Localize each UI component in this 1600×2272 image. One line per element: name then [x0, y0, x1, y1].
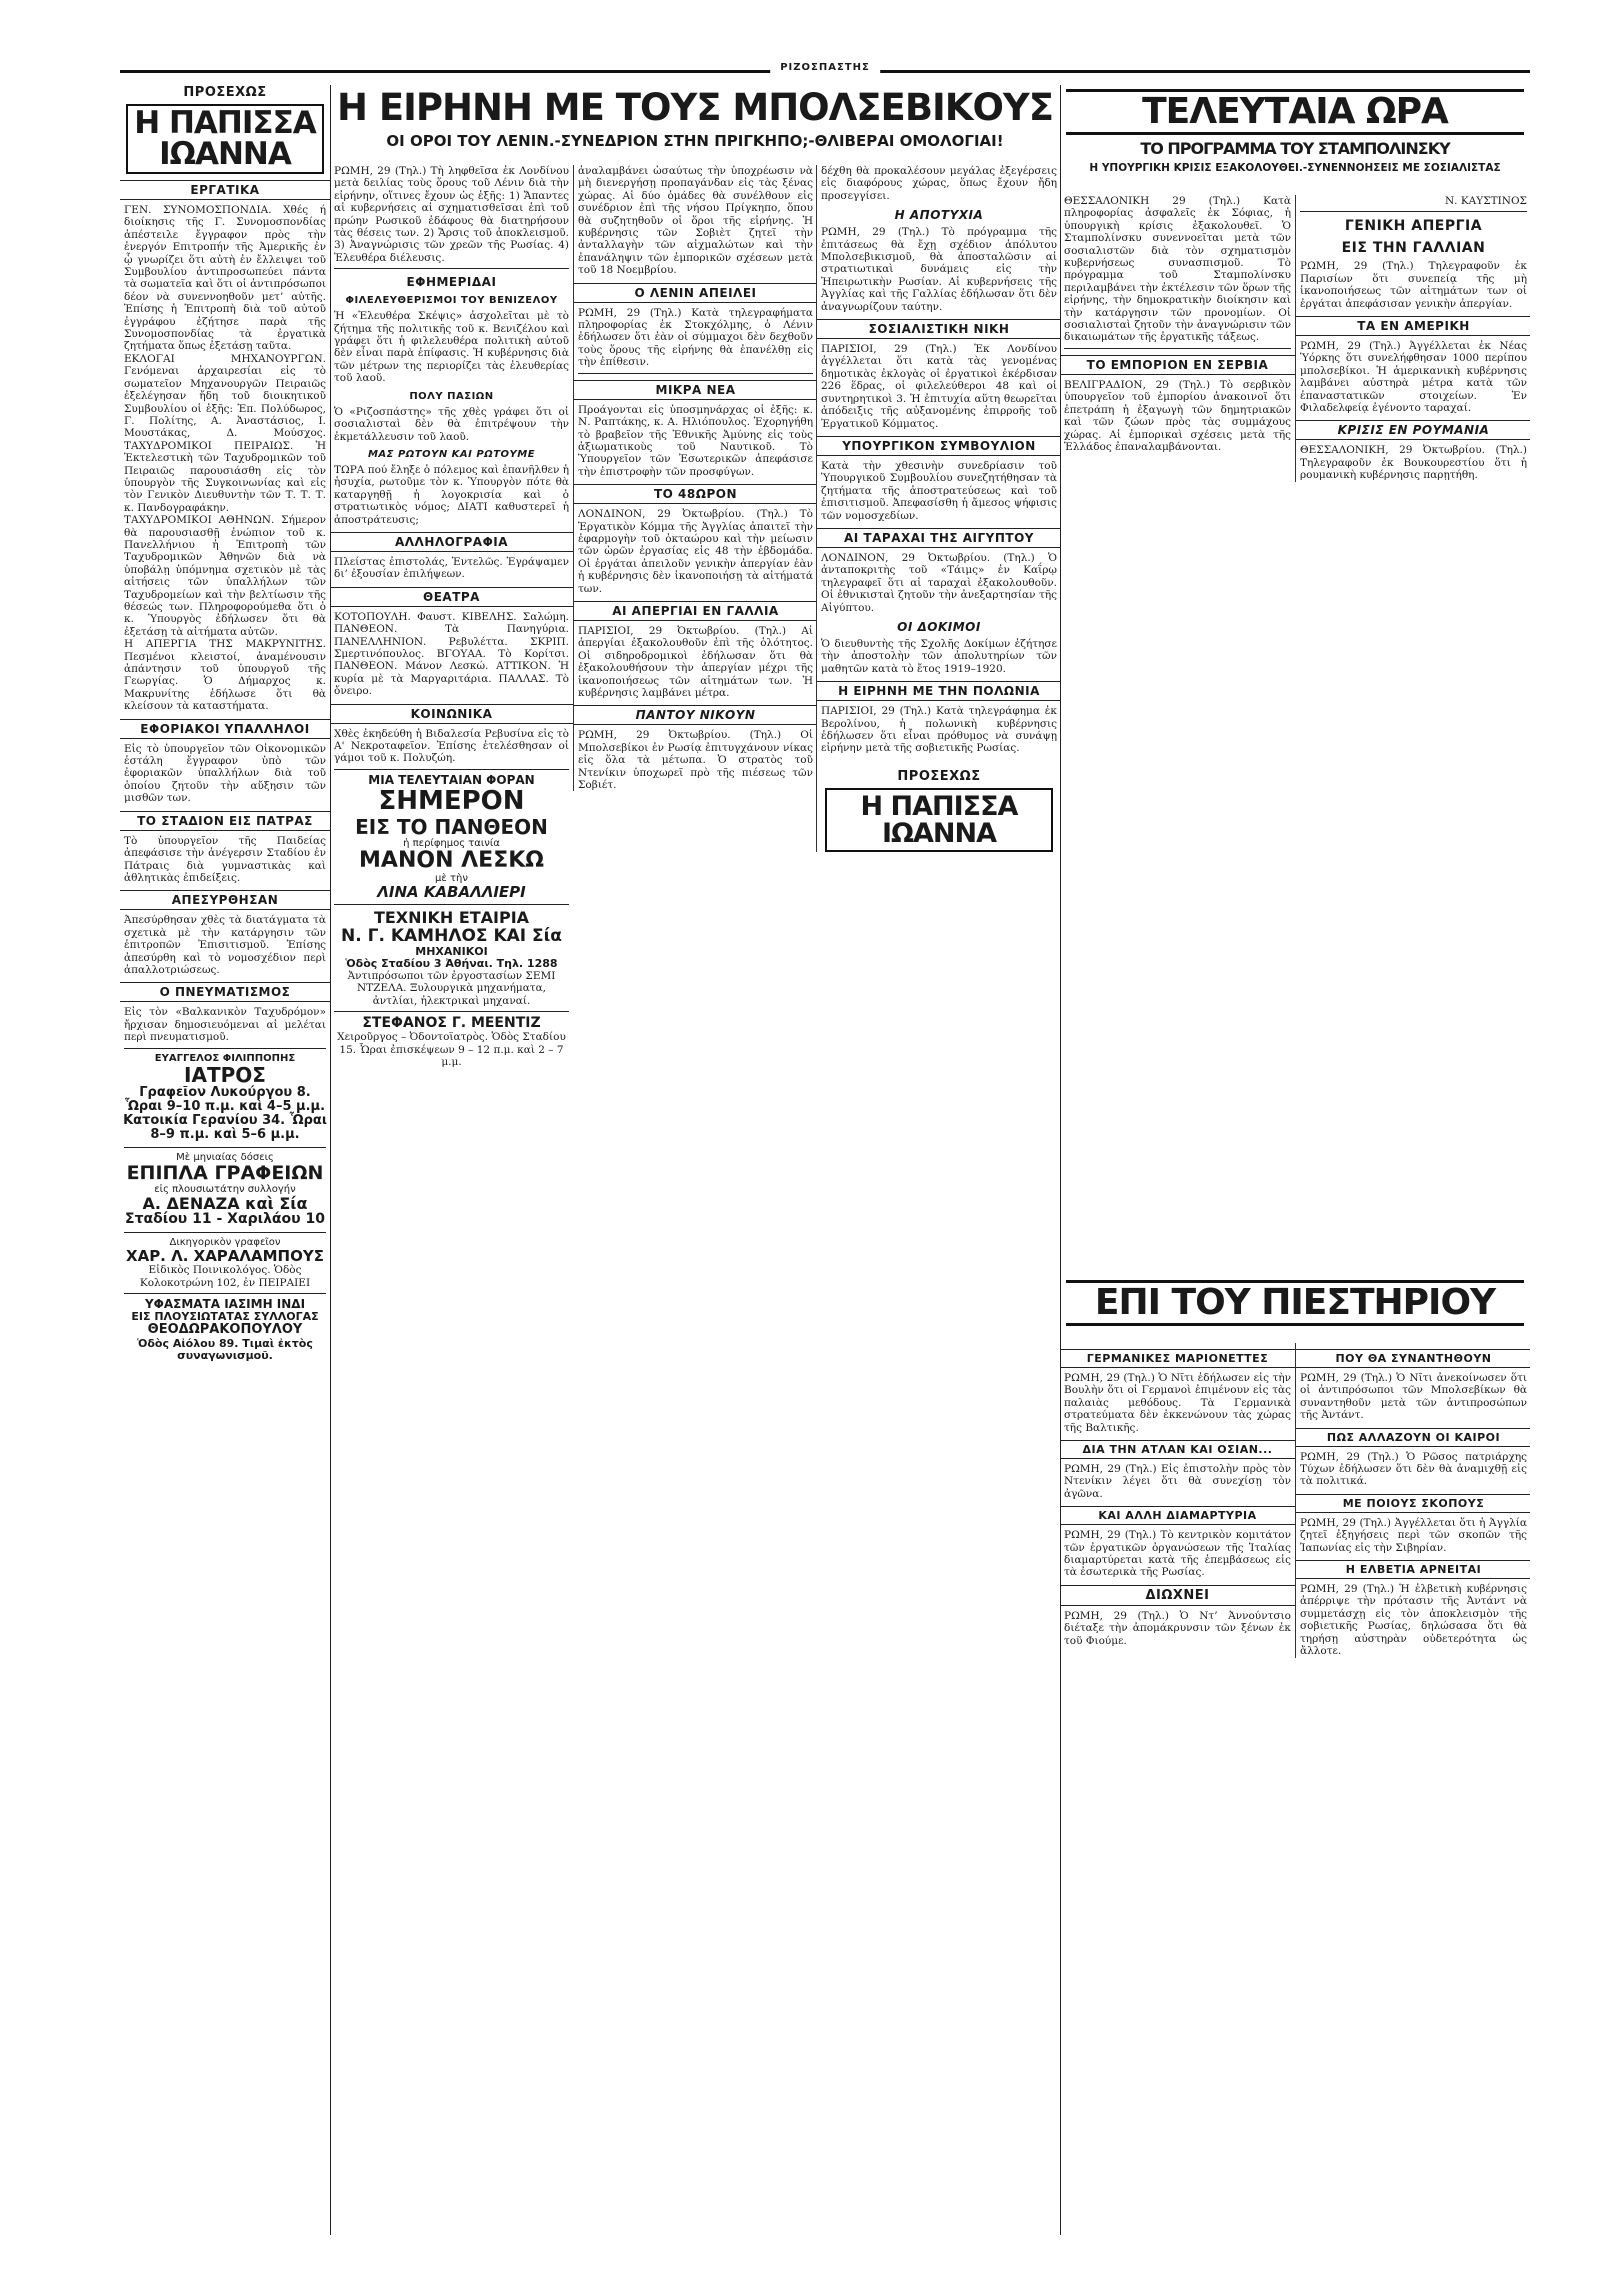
divider — [334, 769, 569, 770]
masthead — [120, 62, 1530, 74]
article-text: ΒΕΛΙΓΡΑΔΙΟΝ, 29 (Τηλ.) Τὸ σερβικὸν ὑπουργεῖον τοῦ ἐμπορίου ἀνακοινοῖ ὅτι ἐπετράπη ἡ ἐξαγωγὴ τῶν δημητριακῶν καὶ τῶν ζώων πρὸς τὰς συμμάχους χώρας. Αἱ ἐμπορικαὶ σχέσεις μετὰ τῆς Ἑλλάδος ἐπαναλαμβάνονται. — [1064, 378, 1291, 453]
section-heading: Ο ΛΕΝΙΝ ΑΠΕΙΛΕΙ — [574, 283, 817, 303]
article-text: ΡΩΜΗ, 29 (Τηλ.) Εἰς ἐπιστολὴν πρὸς τὸν Ντενίκιν λέγει ὅτι θὰ συνεχίσῃ τὸν ἀγῶνα. — [1064, 1463, 1291, 1500]
ad-dentist-name: ΣΤΕΦΑΝΟΣ Γ. ΜΕΕΝΤΙΖ — [362, 1014, 541, 1031]
ad-lawyer-text: Εἰδικὸς Ποινικολόγος. Ὁδὸς Κολοκοτρώνη 102, ἐν ΠΕΙΡΑΙΕΙ — [139, 1264, 311, 1289]
divider — [334, 268, 569, 269]
main-subcolumn-1 — [330, 165, 573, 1069]
main-subcolumn-3 — [816, 165, 1060, 852]
section-heading: ΦΙΛΕΛΕΥΘΕΡΙΣΜΟΙ ΤΟΥ ΒΕΝΙΖΕΛΟΥ — [345, 295, 558, 307]
section-heading: ΓΕΡΜΑΝΙΚΕΣ ΜΑΡΙΟΝΕΤΤΕΣ — [1060, 1349, 1295, 1368]
left-column — [120, 85, 330, 2235]
ad-cinema-with: μὲ τὴν — [435, 872, 468, 884]
article-text: Η ΑΠΕΡΓΙΑ ΤΗΣ ΜΑΚΡΥΝΙΤΗΣ. Πεσμένοι κλειστοί, ἀναμένουσιν ἀπάντησιν τοῦ ὑπουργοῦ τῆς Γεωργίας. Ὁ Δήμαρχος κ. Μακρυνίτης ἐδήλωσε ὅτι θὰ κλείσουν τὰ καταστήματα. — [124, 638, 326, 713]
ad-offices-firm: Α. ΔΕΝΑΖΑ καὶ Σία — [142, 1193, 308, 1213]
right-subcolumn-2 — [1295, 195, 1530, 482]
divider — [124, 1048, 326, 1049]
divider — [1300, 211, 1527, 212]
article-text: Εἰς τὸν «Βαλκανικὸν Ταχυδρόμον» ἤρχισαν δημοσιευόμεναι αἱ μελέται περὶ πνευματισμοῦ. — [124, 1006, 326, 1044]
article-text: ΡΩΜΗ, 29 (Τηλ.) Ἡ ἐλβετικὴ κυβέρνησις ἀπέρριψε τὴν πρότασιν τῆς Ἀντάντ νὰ συμμετάσχῃ εἰς τὸν ἀποκλεισμὸν τῆς σοβιετικῆς Ρωσίας, δηλώσασα ὅτι θὰ τηρήσῃ αὐστηρὰν οὐδετερότητα ὡς ἄλλοτε. — [1300, 1583, 1527, 1658]
ad-bottom-box — [825, 788, 1053, 852]
masthead-title: ΡΙΖΟΣΠΑΣΤΗΣ — [770, 62, 880, 73]
ad-fabrics-address: Ὁδὸς Αἰόλου 89. Τιμαὶ ἐκτὸς συναγωνισμοῦ. — [137, 1336, 313, 1362]
ad-offices-intro: Μὲ μηνιαίας δόσεις — [176, 1151, 274, 1163]
divider — [578, 373, 813, 374]
divider — [334, 904, 569, 905]
article-text: ΡΩΜΗ, 29 (Τηλ.) Ὁ Ρῶσος πατριάρχης Τύχων ἐδήλωσεν ὅτι δὲν θὰ ἀναμιχθῇ εἰς τὰ πολιτικά. — [1300, 1450, 1527, 1488]
press-subcolumn-2 — [1295, 1343, 1530, 1658]
section-heading: ΟΙ ΔΟΚΙΜΟΙ — [897, 619, 981, 634]
article-text: ΠΑΡΙΣΙΟΙ, 29 Ὀκτωβρίου. (Τηλ.) Αἱ ἀπεργίαι ἐξακολουθοῦν ἐπὶ τῆς ὁλότητος. Οἱ σιδηροδρομικοὶ ἐδήλωσαν ὅτι θὰ ἐξακολουθήσουν τὴν ἀπεργίαν μέχρι τῆς ἱκανοποιήσεως τῶν αἰτημάτων των. Ἡ κυβέρνησις λαμβάνει μέτρα. — [578, 624, 813, 699]
article-text: Τὸ ὑπουργεῖον τῆς Παιδείας ἀπεφάσισε τὴν ἀνέγερσιν Σταδίου ἐν Πάτραις διὰ γυμναστικὰς καὶ ἀθλητικὰς ἐπιδείξεις. — [124, 834, 326, 884]
article-text: ΡΩΜΗ, 29 (Τηλ.) Ὁ Ντ’ Ἀννούντσιο διέταξε τὴν ἀπομάκρυνσιν τῶν ξένων ἐκ τοῦ Φιούμε. — [1064, 1609, 1291, 1647]
section-heading: ΑΛΛΗΛΟΓΡΑΦΙΑ — [330, 532, 573, 552]
divider — [334, 1011, 569, 1012]
ad-tech-text: Ἀντιπρόσωποι τῶν ἐργοστασίων ΣΕΜΙ ΝΤΖΕΛΑ. Ξυλουργικὰ μηχανήματα, ἀντλίαι, ἠλεκτρικαὶ μηχαναί. — [347, 969, 556, 1007]
ad-dentist-text: Χειροῦργος – Ὀδοντοϊατρὸς. Ὁδὸς Σταδίου 15. Ὧραι ἐπισκέψεων 9 – 12 π.μ. καὶ 2 – 7 μ.μ. — [337, 1031, 566, 1069]
right-headline: ΤΕΛΕΥΤΑΙΑ ΩΡΑ — [1142, 91, 1448, 132]
divider — [124, 1293, 326, 1294]
section-heading: ΚΑΙ ΑΛΛΗ ΔΙΑΜΑΡΤΥΡΙΑ — [1060, 1506, 1295, 1525]
article-text: ΓΕΝ. ΣΥΝΟΜΟΣΠΟΝΔΙΑ. Χθές ή διοίκησις τῆς Γ. Συνομοσπονδίας ἀπέστειλε ἔγγραφον πρὸς τὴν ἐνεργόν Επιτροπήν τῆς Ἀμερικῆς ἐν ᾧ γνωρίζει ὅτι αὐτὴ ἐν ἔλλειψει τοῦ Συμβουλίου ἀντιπροσωπεύει πάντα τὰ σωματεῖα καὶ ὅτι οἱ ἀντιπρόσωποι δέον νὰ συνεννοηθοῦν μετ’ αὐτῆς. Ἐπίσης ἡ Ἐπιτροπὴ διὰ τοῦ αὐτοῦ ἐγγράφου ἐζήτησε παρὰ τῆς Συνομοσπονδίας τὰ ἐργατικὰ ζητήματα ὅπως ἐξετάσῃ ταῦτα. — [124, 204, 327, 353]
section-heading: ΜΕ ΠΟΙΟΥΣ ΣΚΟΠΟΥΣ — [1296, 1494, 1530, 1513]
press-subcolumn-1 — [1060, 1343, 1295, 1647]
ad-cinema-venue — [330, 816, 573, 838]
article-text: Ὁ διευθυντὴς τῆς Σχολῆς Δοκίμων ἐζήτησε τὴν ἀποστολὴν τῶν ἀπολυτηρίων τῶν μαθητῶν κατὰ τὸ ἔτος 1919–1920. — [821, 637, 1057, 675]
article-text: Κατὰ τὴν χθεσινὴν συνεδρίασιν τοῦ Ὑπουργικοῦ Συμβουλίου συνεζητήθησαν τὰ ζητήματα τῆς ἀποστρατεύσεως καὶ τοῦ ἐπισιτισμοῦ. Ἀπεφασίσθη ἡ ἄμεσος ψήφισις τῶν νομοσχεδίων. — [821, 459, 1057, 522]
press-headline-box — [1066, 1280, 1524, 1326]
article-text: ΕΚΛΟΓΑΙ ΜΗΧΑΝΟΥΡΓΩΝ. Γενόμεναι ἀρχαιρεσίαι εἰς τὸ σωματεῖον Μηχανουργῶν Πειραιῶς ἐξελέγησαν ἤδη τοῦ διοικητικοῦ Συμβουλίου οἱ ἑξῆς: Ἐπ. Πολύδωρος, Γ. Πολίτης, Α. Ἀναστάσιος, Ι. Μουστάκας, Δ. Μούσχος. ΤΑΧΥΔΡΟΜΙΚΟΙ ΠΕΙΡΑΙΩΣ. Ἡ Ἐκτελεστικὴ τῶν Ταχυδρομικῶν τοῦ Πειραιῶς παρουσιάσθη εἰς τὸν ὑπουργὸν τῆς Συγκοινωνίας καὶ εἰς τὸν Γενικὸν Διευθυντὴν τῶν Τ. Τ. Τ. κ. Πανδογραφάκην. — [124, 352, 326, 514]
section-heading: ΘΕΑΤΡΑ — [330, 587, 573, 607]
article-text: ΛΟΝΔΙΝΟΝ, 29 Ὀκτωβρίου. (Τηλ.) Τὸ Ἐργατικὸν Κόμμα τῆς Ἀγγλίας ἀπαιτεῖ τὴν ἐφαρμογὴν τοῦ ὀκταώρου καὶ τὴν μείωσιν τῶν ὡρῶν ἐργασίας εἰς 48 τὴν ἑβδομάδα. Οἱ ἐργάται ἀπειλοῦν γενικὴν ἀπεργίαν ἐὰν ἡ κυβέρνησις δὲν ἱκανοποιήσῃ τὰ αἰτήματά των. — [578, 508, 813, 595]
article-text: ΡΩΜΗ, 29 (Τηλ.) Ὁ Νῖτι ἀνεκοίνωσεν ὅτι οἱ ἀντιπρόσωποι τῶν Μπολσεβίκων θὰ συναντηθοῦν μετὰ τῶν ἀντιπροσώπων τῆς Ἀντάντ. — [1300, 1372, 1527, 1422]
section-heading: ΕΦΟΡΙΑΚΟΙ ΥΠΑΛΛΗΛΟΙ — [120, 719, 330, 739]
section-heading: ΤΑ ΕΝ ΑΜΕΡΙΚΗ — [1296, 316, 1530, 336]
article-text: ΡΩΜΗ, 29 (Τηλ.) Ὁ Νῖτι ἐδήλωσεν εἰς τὴν Βουλὴν ὅτι οἱ Γερμανοὶ ἐπιμένουν εἰς τὰς παλαιὰς μεθόδους. Τὰ Γερμανικὰ στρατεύματα δὲν ἐκκενώνουν τὰς χώρας τῆς Βαλτικῆς. — [1064, 1372, 1291, 1434]
article-text: ΡΩΜΗ, 29 (Τηλ.) Κατὰ τηλεγραφήματα πληροφορίας ἐκ Στοκχόλμης, ὁ Λένιν ἐδήλωσεν ὅτι ἐὰν οἱ σύμμαχοι δὲν δεχθοῦν τοὺς ὅρους τῆς εἰρήνης θὰ ἐπανέλθῃ εἰς τὴν ἐπίθεσιν. — [578, 306, 813, 369]
article-text: ΚΟΤΟΠΟΥΛΗ. Φαυστ. ΚΙΒΕΛΗΣ. Σαλώμη. ΠΑΝΘΕΟΝ. Τὰ Πανηγύρια. ΠΑΝΕΛΛΗΝΙΟΝ. Ρεβυλέττα. ΣΚΡΙΠ. Σμερτινόπουλος. ΒΓΟΥΑΑ. Τὸ Κορίτσι. ΠΑΝΘΕΟΝ. Μάνον Λεσκώ. ΑΤΤΙΚΟΝ. Ἡ κυρία μὲ τὰ Μαργαριτάρια. ΠΑΛΛΑΣ. Τὸ ὄνειρο. — [334, 610, 569, 698]
ad-cinema-star: ΛΙΝΑ ΚΑΒΑΛΛΙΕΡΙ — [377, 882, 526, 901]
ad-cinema-today: ΣΗΜΕΡΟΝ — [378, 786, 525, 816]
divider — [1064, 348, 1291, 349]
section-heading: Η ΑΠΟΤΥΧΙΑ — [894, 208, 984, 223]
article-text: ΛΟΝΔΙΝΟΝ, 29 Ὀκτωβρίου. (Τηλ.) Ὁ ἀνταποκριτὴς τοῦ «Τάιμς» ἐν Καΐρῳ τηλεγραφεῖ ὅτι αἱ ταραχαὶ ἐξακολουθοῦν. Οἱ ἐθνικισταὶ ζητοῦν τὴν ἀνεξαρτησίαν τῆς Αἰγύπτου. — [821, 551, 1057, 614]
section-heading: ΠΑΝΤΟΥ ΝΙΚΟΥΝ — [574, 705, 817, 725]
ad-tech-address: Ὁδὸς Σταδίου 3 Ἀθήναι. Τηλ. 1288 — [345, 956, 558, 970]
divider — [124, 1232, 326, 1233]
article-text: ΤΩΡΑ πού ἔληξε ὁ πόλεμος καὶ ἐπανῆλθεν ἡ ἡσυχία, ρωτοῦμε τὸν κ. Ὑπουργὸν πότε θὰ καταργηθῇ ἡ λογοκρισία καὶ ὁ στρατιωτικὸς νόμος; ΔΙΑΤΙ καθυστερεῖ ἡ ἀποστράτευσις; — [334, 463, 569, 526]
ad-doctor-address: Κατοικία Γερανίου 34. Ὧραι 8–9 π.μ. καὶ 5–6 μ.μ. — [123, 1113, 327, 1143]
article-text: Εἰς τὸ ὑπουργεῖον τῶν Οἰκονομικῶν ἐστάλη ἔγγραφον ὑπὸ τῶν ἐφοριακῶν ὑπαλλήλων διὰ τοῦ ὁποίου ζητοῦν τὴν αὔξησιν τῶν μισθῶν των. — [124, 742, 326, 805]
main-column — [330, 85, 1060, 2235]
article-text: ἀναλαμβάνει ὡσαύτως τὴν ὑποχρέωσιν νὰ μὴ διενεργήσῃ προπαγάνδαν εἰς τὰς ξένας χώρας. Αἱ δύο ὁμάδες θὰ συνέλθουν εἰς συνέδριον ἐπὶ τῆς νήσου Πρίγκηπο, ὅπου θὰ συζητηθοῦν οἱ ὅροι τῆς εἰρήνης. Ἡ κυβέρνησις τῶν Σοβιὲτ ζητεῖ τὴν ἀνταλλαγὴν τῶν αἰχμαλώτων καὶ τὴν ἐπανάληψιν τῶν ἐμπορικῶν σχέσεων μετὰ τοῦ 18 Νοεμβρίου. — [578, 165, 813, 277]
ad-doctor-role: ΙΑΤΡΟΣ — [184, 1062, 266, 1087]
divider — [124, 1147, 326, 1148]
section-heading: ΚΟΙΝΩΝΙΚΑ — [330, 704, 573, 724]
ad-tech-firm: Ν. Γ. ΚΑΜΗΛΟΣ ΚΑΙ Σία — [341, 925, 562, 946]
ad-lawyer-name: ΧΑΡ. Λ. ΧΑΡΑΛΑΜΠΟΥΣ — [126, 1246, 324, 1265]
article-text: ΡΩΜΗ, 29 (Τηλ.) Ἀγγέλλεται ἐκ Νέας Ὑόρκης ὅτι συνελήφθησαν 1000 περίπου μπολσεβίκοι. Ἡ ἀμερικανικὴ κυβέρνησις λαμβάνει αὐστηρὰ μέτρα κατὰ τῶν ἐπαναστατικῶν στοιχείων. Ἐν Φιλαδελφείᾳ ἐγένοντο ταραχαί. — [1300, 340, 1527, 415]
right-program-head: ΤΟ ΠΡΟΓΡΑΜΜΑ ΤΟΥ ΣΤΑΜΠΟΛΙΝΣΚΥ — [1140, 139, 1450, 158]
article-text: ΘΕΣΣΑΛΟΝΙΚΗ 29 (Τηλ.) Κατὰ πληροφορίας ἀσφαλεῖς ἐκ Σόφιας, ἡ ὑπουργικὴ κρίσις ἐξακολουθεῖ. Ὁ Σταμπολίνσκυ συνεννοεῖται μετὰ τῶν σοσιαλιστῶν διὰ τὸν σχηματισμὸν κυβερνήσεως συνασπισμοῦ. Τὸ πρόγραμμα τοῦ Σταμπολίνσκυ περιλαμβάνει τὴν ἐκτέλεσιν τῶν ὅρων τῆς εἰρήνης, τὴν δημοκρατικὴν διοίκησιν καὶ τὴν κατάργησιν τῶν προνομίων. Οἱ σοσιαλισταὶ ζητοῦν τὴν ἀναγνώρισιν τῶν δικαιωμάτων τῆς ἐργατικῆς τάξεως. — [1064, 195, 1291, 344]
article-text: ΠΑΡΙΣΙΟΙ, 29 (Τηλ.) Κατὰ τηλεγράφημα ἐκ Βερολίνου, ἡ πολωνικὴ κυβέρνησις ἐδήλωσεν ὅτι εἶναι πρόθυμος νὰ συνάψῃ εἰρήνην μετὰ τῆς σοβιετικῆς Ρωσίας. — [821, 705, 1057, 755]
section-heading: ΠΟΛΥ ΠΑΣΙΩΝ — [409, 390, 494, 402]
section-heading: ΜΙΚΡΑ ΝΕΑ — [574, 380, 817, 400]
ad-cinema-film: ΜΑΝΟΝ ΛΕΣΚΩ — [359, 847, 544, 873]
section-heading: ΤΟ 48ΩΡΟΝ — [574, 484, 817, 504]
article-text: Χθὲς ἐκηδεύθη ἡ Βιδαλεσία Ρεβυσίνα εἰς τὸ Α' Νεκροταφεῖον. Ἐπίσης ἐτελέσθησαν οἱ γάμοι τοῦ κ. Πολυζώη. — [334, 727, 569, 765]
article-text: ΘΕΣΣΑΛΟΝΙΚΗ, 29 Ὀκτωβρίου. (Τηλ.) Τηλεγραφοῦν ἐκ Βουκουρεστίου ὅτι ἡ ρουμανικὴ κυβέρνησις παρῃτήθη. — [1300, 444, 1527, 482]
ad-lawyer-intro: Δικηγορικὸν γραφεῖον — [169, 1236, 281, 1248]
section-heading: ΓΕΝΙΚΗ ΑΠΕΡΓΙΑ — [1344, 218, 1483, 235]
article-text: ΡΩΜΗ, 29 (Τηλ.) Ἀγγέλλεται ὅτι ἡ Ἀγγλία ζητεῖ ἐξηγήσεις περὶ τῶν σκοπῶν τῆς Ἰαπωνίας εἰς τὴν Σιβηρίαν. — [1300, 1516, 1527, 1554]
section-heading: ΠΟΥ ΘΑ ΣΥΝΑΝΤΗΘΟΥΝ — [1296, 1349, 1530, 1368]
press-headline: ΕΠΙ ΤΟΥ ΠΙΕΣΤΗΡΙΟΥ — [1094, 1282, 1496, 1323]
ad-bottom-kicker: ΠΡΟΣΕΧΩΣ — [897, 768, 981, 784]
section-heading: Η ΕΙΡΗΝΗ ΜΕ ΤΗΝ ΠΟΛΩΝΙΑ — [817, 681, 1060, 701]
section-heading: ΑΙ ΤΑΡΑΧΑΙ ΤΗΣ ΑΙΓΥΠΤΟΥ — [817, 528, 1060, 548]
article-text: Πλείστας ἐπιστολάς, Ἐντελῶς. Ἐγράψαμεν δι’ ἐξουσίαν ἐπιλήψεων. — [334, 555, 569, 581]
article-text: ΠΑΡΙΣΙΟΙ, 29 (Τηλ.) Ἐκ Λονδίνου ἀγγέλλεται ὅτι κατὰ τὰς γενομένας δημοτικὰς ἐκλογὰς οἱ ἐργατικοὶ ἐκέρδισαν 226 ἕδρας, οἱ φιλελεύθεροι 48 καὶ οἱ συντηρητικοὶ 3. Ἡ ἐπιτυχία αὕτη θεωρεῖται ἀπόδειξις τῆς αὐξανομένης ἐπιρροῆς τοῦ Ἐργατικοῦ Κόμματος. — [821, 343, 1057, 430]
article-text: ΡΩΜΗ, 29 (Τηλ.) Τὸ πρόγραμμα τῆς ἐπιτάσεως θὰ ἔχῃ σχέδιον ἀπόλυτου Μπολσεβικισμοῦ, θὰ ἀποσταλῶσιν αἱ στρατιωτικαὶ δυνάμεις εἰς τὴν Ἠπειρωτικὴν Ρωσίαν. Αἱ κυβερνήσεις τῆς Ἀγγλίας καὶ τῆς Γαλλίας ἐδήλωσαν ὅτι δὲν ἀναγνωρίζουν ταύτην. — [821, 226, 1057, 313]
serial-kicker: ΠΡΟΣΕΧΩΣ — [183, 85, 267, 100]
ad-bottom-title: Η ΠΑΠΙΣΣΑ ΙΩΑΝΝΑ — [860, 790, 1018, 849]
article-text: ΤΑΧΥΔΡΟΜΙΚΟΙ ΑΘΗΝΩΝ. Σήμερον θὰ παρουσιασθῇ ἐνώπιον τοῦ κ. Πανελλήνιου ἡ Ἐπιτροπὴ τῶν Ταχυδρομικῶν Ἀθηνῶν διὰ νὰ ὑποβάλῃ ὑπόμνημα σχετικὸν μὲ τὰς αἰτήσεις τῶν ὑπαλλήλων τῶν Ταχυδρομείων καὶ τὴν βελτίωσιν τῆς θέσεώς των. Πληροφορούμεθα ὅτι ὁ κ. Ὑπουργὸς ἐδήλωσεν ὅτι θὰ ἐξετάσῃ τὰ αἰτήματα αὐτῶν. — [124, 514, 326, 638]
serial-box — [126, 104, 324, 174]
ad-fabrics-sub: ΕΙΣ ΠΛΟΥΣΙΩΤΑΤΑΣ ΣΥΛΛΟΓΑΣ — [131, 1310, 319, 1324]
right-program-sub: Η ΥΠΟΥΡΓΙΚΗ ΚΡΙΣΙΣ ΕΞΑΚΟΛΟΥΘΕΙ.-ΣΥΝΕΝΝΟΗΣΕΙΣ ΜΕ ΣΟΣΙΑΛΙΣΤΑΣ — [1089, 162, 1501, 174]
article-text: ΡΩΜΗ, 29 (Τηλ.) Τηλεγραφοῦν ἐκ Παρισίων ὅτι συνεπείᾳ τῆς μὴ ἱκανοποιήσεως τῶν αἰτημάτων των οἱ ἐργάται ἀπεφάσισαν γενικὴν ἀπεργίαν. — [1300, 260, 1527, 310]
article-text: Ἀπεσύρθησαν χθὲς τὰ διατάγματα τὰ σχετικὰ μὲ τὴν κατάργησιν τῶν ἐπιτροπῶν Ἐπισιτισμοῦ. Ἐπίσης ἀπεσύρθη καὶ τὸ νομοσχέδιον περὶ ἀπαλλοτριώσεως. — [124, 914, 326, 976]
ad-offices-sub: εἰς πλουσιωτάτην συλλογήν — [154, 1183, 296, 1195]
ad-doctor-title: ΕΥΑΓΓΕΛΟΣ ΦΙΛΙΠΠΟΠΗΣ — [154, 1052, 296, 1064]
article-text: ΡΩΜΗ, 29 Ὀκτωβρίου. (Τηλ.) Οἱ Μπολσεβίκοι ἐν Ρωσίᾳ ἐπιτυγχάνουν νίκας εἰς ὅλα τὰ μέτωπα. Ὁ στρατὸς τοῦ Ντενίκιν ὑποχωρεῖ πρὸ τῆς πιέσεως τῶν Σοβιέτ. — [578, 729, 813, 792]
section-heading: ΕΙΣ ΤΗΝ ΓΑΛΛΙΑΝ — [1341, 240, 1486, 257]
article-text: δέχθη θὰ προκαλέσουν μεγάλας ἐξεγέρσεις εἰς διαφόρους χώρας, ὅπως ἔχουν ἤδη προσεγγίσει. — [821, 165, 1057, 202]
article-text: Ἡ «Ἐλευθέρα Σκέψις» ἀσχολεῖται μὲ τὸ ζήτημα τῆς πολιτικῆς τοῦ κ. Βενιζέλου καὶ γράφει ὅτι ἡ φιλελευθέρα πολιτικὴ αὐτοῦ δὲν εἶναι παρὰ ἐπίφασις. Ἡ κυβέρνησις διὰ τῶν μέτρων της περιορίζει τὰς ἐλευθερίας τοῦ λαοῦ. — [334, 310, 569, 385]
section-heading: ΤΟ ΣΤΑΔΙΟΝ ΕΙΣ ΠΑΤΡΑΣ — [120, 811, 330, 831]
section-heading: ΕΡΓΑΤΙΚΑ — [120, 180, 330, 200]
ad-cinema-pantheon: ΠΑΝΘΕΟΝ — [434, 814, 548, 839]
ad-offices-address: Σταδίου 11 - Χαριλάου 10 — [125, 1211, 325, 1228]
ad-fabrics-firm: ΘΕΟΔΩΡΑΚΟΠΟΥΛΟΥ — [147, 1322, 303, 1338]
ad-cinema-last-time: ΜΙΑ ΤΕΛΕΥΤΑΙΑΝ ΦΟΡΑΝ — [368, 772, 535, 787]
section-heading: ΥΠΟΥΡΓΙΚΟΝ ΣΥΜΒΟΥΛΙΟΝ — [817, 436, 1060, 456]
section-heading: ΕΦΗΜΕΡΙΔΑΙ — [406, 275, 497, 290]
article-text: Προάγονται εἰς ὑποσμηνάρχας οἱ ἑξῆς: κ. Ν. Ραπτάκης, κ. Α. Ηλιόπουλος. Ἐχορηγήθη τὸ βραβεῖον τῆς Ἐθνικῆς Ἀμύνης εἰς τοὺς ἀξιωματικοὺς τοῦ Ναυτικοῦ. Τὸ Ὑπουργεῖον τῶν Ἐσωτερικῶν ἀπεφάσισε τὴν ἐπιστροφὴν τῶν προσφύγων. — [578, 403, 813, 478]
section-heading: ΔΙΑ ΤΗΝ ΑΤΛΑΝ ΚΑΙ ΟΣΙΑΝ... — [1060, 1440, 1295, 1459]
article-text: ΡΩΜΗ, 29 (Τηλ.) Τὴ ληφθεῖσα ἐκ Λονδίνου μετὰ δειλίας τοὺς ὅρους τοῦ Λένιν διὰ τὴν εἰρήνην, οἵτινες ἔχουν ὡς ἑξῆς: 1) Ἄπαντες αἱ κυβερνήσεις αἱ σχηματισθεῖσαι ἐπὶ τοῦ πρώην Ρωσικοῦ ἐδάφους θὰ διατηρήσουν τὰς θέσεις των. 2) Ἄρσις τοῦ ἀποκλεισμοῦ. 3) Ἀναγνώρισις τῶν χρεῶν τῆς Ρωσίας. 4) Ἐλευθέρα διέλευσις. — [334, 165, 569, 264]
section-heading: ΚΡΙΣΙΣ ΕΝ ΡΟΥΜΑΝΙΑ — [1296, 420, 1530, 440]
main-headline: Η ΕΙΡΗΝΗ ΜΕ ΤΟΥΣ ΜΠΟΛΣΕΒΙΚΟΥΣ — [337, 86, 1053, 129]
section-heading: Ο ΠΝΕΥΜΑΤΙΣΜΟΣ — [120, 982, 330, 1002]
section-heading: ΔΙΩΧΝΕΙ — [1060, 1585, 1295, 1606]
section-heading: ΑΙ ΑΠΕΡΓΙΑΙ ΕΝ ΓΑΛΛΙΑ — [574, 601, 817, 621]
main-subheadline: ΟΙ ΟΡΟΙ ΤΟΥ ΛΕΝΙΝ.-ΣΥΝΕΔΡΙΟΝ ΣΤΗΝ ΠΡΙΓΚΗΠΟ;-ΘΛΙΒΕΡΑΙ ΟΜΟΛΟΓΙΑΙ! — [386, 132, 1004, 150]
ad-tech-title: ΤΕΧΝΙΚΗ ΕΤΑΙΡΙΑ — [373, 908, 530, 928]
right-subcolumn-1 — [1060, 195, 1295, 453]
ad-cinema-at: ΕΙΣ ΤΟ — [355, 814, 428, 839]
section-heading: ΣΟΣΙΑΛΙΣΤΙΚΗ ΝΙΚΗ — [817, 319, 1060, 339]
section-heading: ΠΩΣ ΑΛΛΑΖΟΥΝ ΟΙ ΚΑΙΡΟΙ — [1296, 1428, 1530, 1447]
article-text: ΡΩΜΗ, 29 (Τηλ.) Τὸ κεντρικὸν κομιτάτον τῶν ἐργατικῶν ὀργανώσεων τῆς Ἰταλίας διαμαρτύρεται κατὰ τῆς ἐπεμβάσεως εἰς τὰ ἐσωτερικὰ τῆς Ρωσίας. — [1064, 1529, 1291, 1579]
ad-doctor-hours: Γραφεῖον Λυκούργου 8. Ὧραι 9–10 π.μ. καὶ 4–5 μ.μ. — [124, 1084, 326, 1114]
article-text: Ὁ «Ριζοσπάστης» τῆς χθὲς γράφει ὅτι οἱ σοσιαλισταὶ δὲν θὰ ἐπιτρέψουν τὴν ἐκμετάλλευσιν τοῦ λαοῦ. — [334, 405, 569, 443]
right-column — [1060, 85, 1530, 2235]
section-heading: Η ΕΛΒΕΤΙΑ ΑΡΝΕΙΤΑΙ — [1296, 1560, 1530, 1579]
ad-fabrics-title: ΥΦΑΣΜΑΤΑ ΙΑΣΙΜΗ ΙΝΔΙ — [144, 1296, 306, 1311]
main-subcolumn-2 — [573, 165, 817, 791]
article-text: Ν. ΚΑΥΣΤΙΝΟΣ — [1444, 195, 1527, 207]
right-headline-box — [1066, 89, 1524, 135]
ad-cinema-intro: ἡ περίφημος ταινία — [403, 837, 500, 849]
serial-title: Η ΠΑΠΙΣΣΑ ΙΩΑΝΝΑ — [134, 105, 316, 172]
section-heading: ΜΑΣ ΡΩΤΟΥΝ ΚΑΙ ΡΩΤΟΥΜΕ — [367, 448, 536, 460]
ad-tech-sub: ΜΗΧΑΝΙΚΟΙ — [415, 944, 488, 958]
ad-offices-title: ΕΠΙΠΛΑ ΓΡΑΦΕΙΩΝ — [126, 1161, 324, 1184]
section-heading: ΤΟ ΕΜΠΟΡΙΟΝ ΕΝ ΣΕΡΒΙΑ — [1060, 355, 1295, 375]
press-section — [1060, 1280, 1530, 1326]
section-heading: ΑΠΕΣΥΡΘΗΣΑΝ — [120, 890, 330, 910]
